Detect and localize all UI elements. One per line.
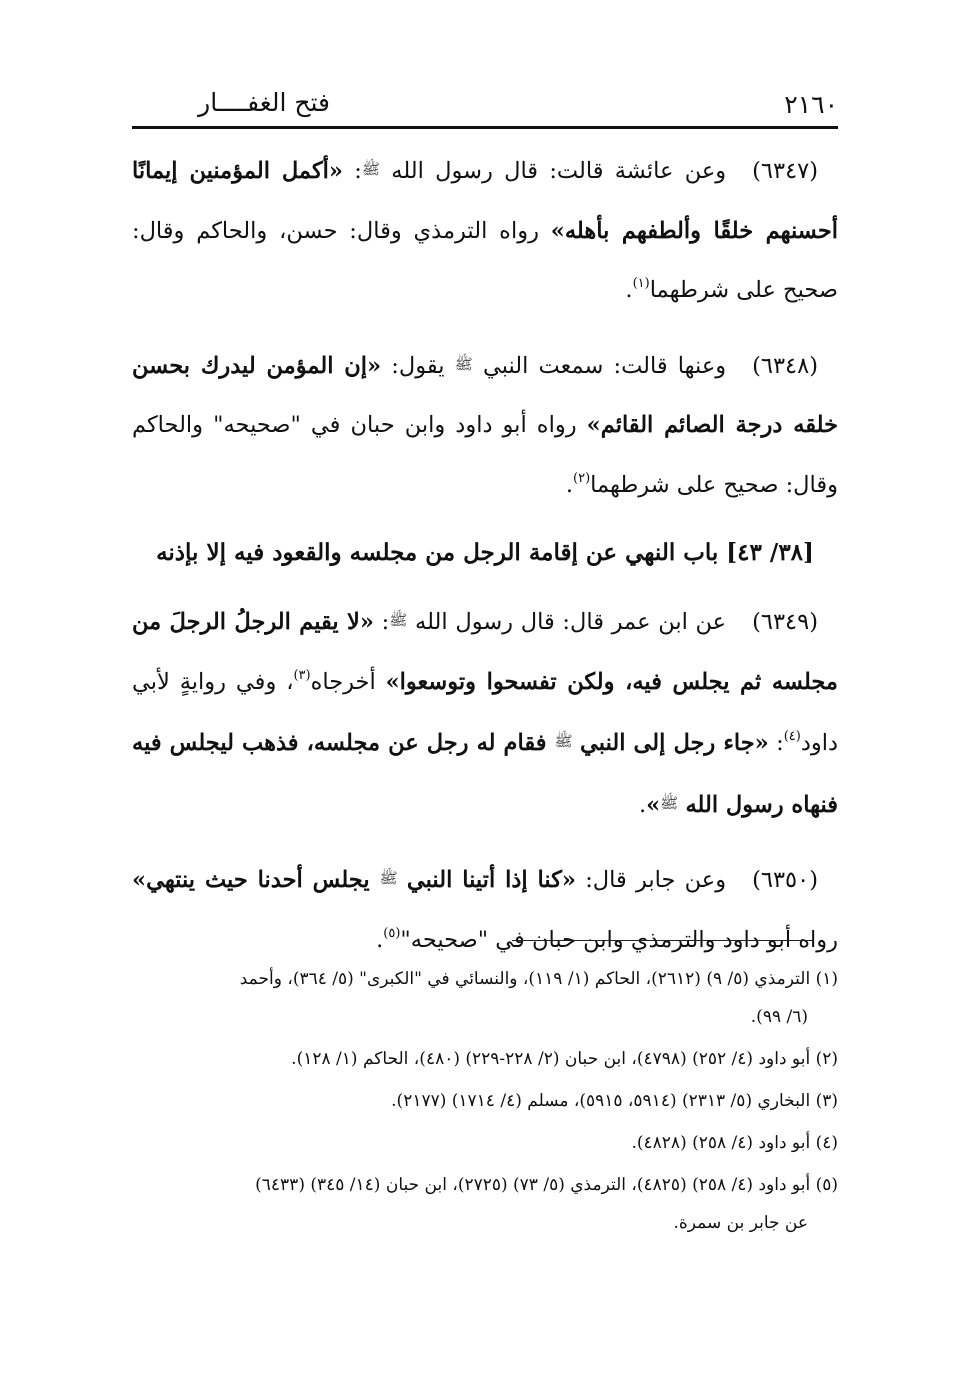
- footnote-ref[interactable]: (٣): [293, 667, 311, 683]
- footnote-ref[interactable]: (٢): [573, 470, 591, 486]
- book-title: فتح الغفــــار: [198, 88, 330, 117]
- footnote-ref[interactable]: (٤): [783, 729, 801, 744]
- salla-symbol: ﷺ: [660, 793, 679, 812]
- period: .: [565, 471, 574, 498]
- footnote-5: [132, 1166, 838, 1242]
- hadith-matn: »: [646, 791, 661, 818]
- header-rule: [132, 126, 838, 129]
- hadith-number: (٦٣٤٨): [752, 352, 819, 379]
- hadith-matn: «إن المؤمن ليدرك بحسن خلقه درجة الصائم القائم»: [132, 352, 838, 438]
- hadith-matn: «أكمل المؤمنين إيمانًا أحسنهم خلقًا وألطفهم بأهله»: [132, 158, 838, 244]
- footnote-separator: [512, 940, 812, 941]
- hadith-matn: «جاء رجل إلى النبي: [580, 730, 769, 756]
- hadith-number: (٦٣٤٩): [752, 609, 818, 635]
- footnote-text: (٢) أبو داود (٤/ ٢٥٢) (٤٧٩٨)، ابن حبان (٢/ ٢٢٨-٢٢٩) (٤٨٠)، الحاكم (١/ ١٢٨).: [291, 1049, 838, 1069]
- period: .: [376, 926, 384, 953]
- hadith-text: وعن عائشة قالت: قال رسول الله: [391, 158, 727, 184]
- hadith-text: وعن جابر قال:: [575, 867, 727, 893]
- hadith-6349: [132, 591, 838, 835]
- footnote-ref[interactable]: (٥): [383, 925, 401, 941]
- footnote-text-continued: عن جابر بن سمرة.: [673, 1213, 808, 1233]
- hadith-text: ، وفي روايةٍ لأبي داود: [132, 668, 839, 756]
- hadith-source: أخرجاه: [310, 668, 386, 695]
- footnote-text: (٣) البخاري (٥/ ٢٣١٣) (٥٩١٤، ٥٩١٥)، مسلم (٤/ ١٧١٤) (٢١٧٧).: [391, 1091, 838, 1111]
- page-number: ٢١٦٠: [784, 90, 838, 119]
- hadith-text: :: [373, 609, 390, 635]
- hadith-number: (٦٣٤٧): [752, 158, 819, 184]
- hadith-source: رواه الترمذي وقال: حسن، والحاكم وقال: صحيح على شرطهما: [132, 217, 838, 303]
- footnote-text: (١) الترمذي (٥/ ٩) (٢٦١٢)، الحاكم (١/ ١١٩)، والنسائي في "الكبرى" (٥/ ٣٦٤)، وأحمد: [239, 969, 838, 989]
- hadith-6350: [132, 849, 838, 970]
- salla-symbol: ﷺ: [379, 869, 398, 887]
- footnotes: [132, 960, 838, 1246]
- main-text: [132, 140, 838, 984]
- salla-symbol: ﷺ: [454, 354, 473, 373]
- hadith-number: (٦٣٥٠): [752, 867, 819, 893]
- hadith-source: رواه أبو داود وابن حبان في "صحيحه" والحاكم وقال: صحيح على شرطهما: [132, 412, 838, 498]
- hadith-matn: فقام له رجل عن مجلسه، فذهب ليجلس فيه فنهاه رسول الله: [132, 730, 838, 818]
- period: .: [638, 791, 647, 818]
- hadith-matn: يجلس أحدنا حيث ينتهي»: [132, 867, 380, 893]
- hadith-source: رواه أبو داود والترمذي وابن حبان في "صحيحه": [400, 926, 838, 953]
- hadith-text: عن ابن عمر قال: قال رسول الله: [415, 609, 727, 635]
- salla-symbol: ﷺ: [389, 611, 408, 629]
- footnote-text: (٥) أبو داود (٤/ ٢٥٨) (٤٨٢٥)، الترمذي (٥/ ٧٣) (٢٧٢٥)، ابن حبان (١٤/ ٣٤٥) (٦٤٣٣): [255, 1175, 838, 1195]
- footnote-2: [132, 1040, 838, 1078]
- page-header: [132, 84, 838, 124]
- hadith-6348: [132, 335, 838, 516]
- hadith-text: :: [342, 158, 362, 184]
- salla-symbol: ﷺ: [361, 160, 380, 178]
- footnote-ref[interactable]: (١): [632, 276, 650, 291]
- footnote-4: [132, 1124, 838, 1162]
- footnote-3: [132, 1082, 838, 1120]
- hadith-text: وعنها قالت: سمعت النبي: [482, 352, 727, 379]
- hadith-matn: «كنا إذا أتينا النبي: [406, 867, 576, 893]
- salla-symbol: ﷺ: [554, 732, 573, 750]
- hadith-text: :: [768, 730, 784, 756]
- chapter-heading: [٣٨/ ٤٣] باب النهي عن إقامة الرجل من مجلسه والقعود فيه إلا بإذنه: [156, 539, 814, 566]
- footnote-text: (٤) أبو داود (٤/ ٢٥٨) (٤٨٢٨).: [631, 1133, 838, 1153]
- hadith-6347: [132, 140, 838, 321]
- footnote-text-continued: (٦/ ٩٩).: [750, 1007, 808, 1027]
- footnote-1: [132, 960, 838, 1036]
- hadith-matn: «لا يقيم الرجلُ الرجلَ من مجلسه ثم يجلس فيه، ولكن تفسحوا وتوسعوا»: [132, 609, 838, 695]
- period: .: [625, 277, 633, 303]
- hadith-text: يقول:: [381, 352, 455, 379]
